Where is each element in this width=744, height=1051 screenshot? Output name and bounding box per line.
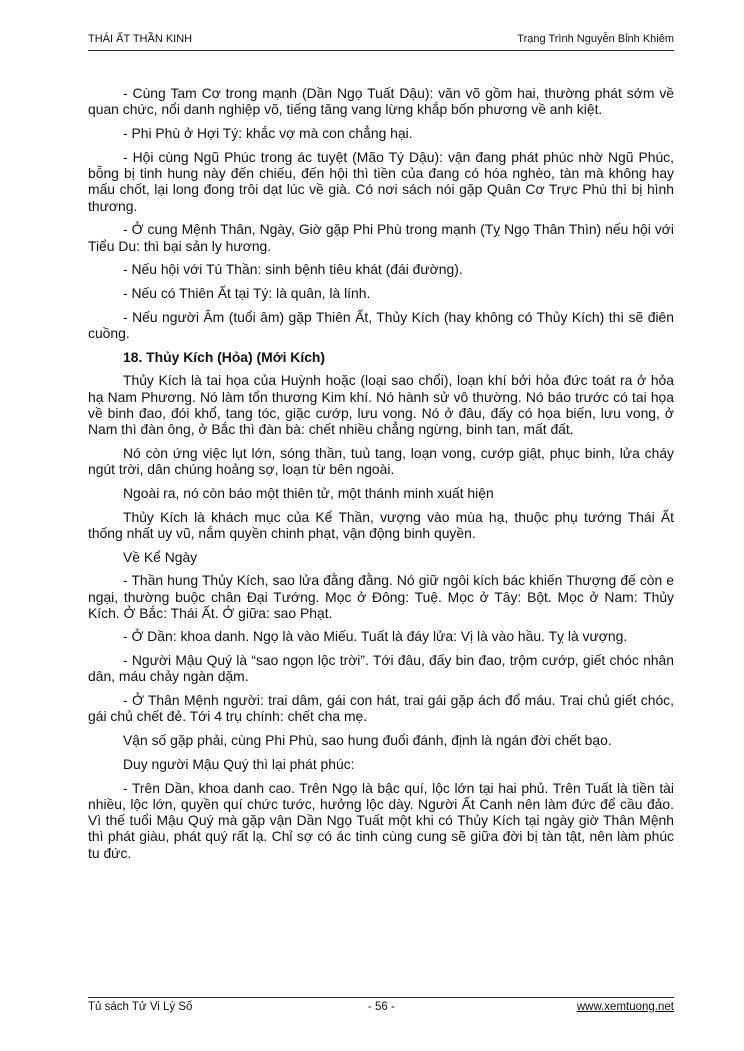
paragraph: - Nếu có Thiên Ất tại Tý: là quân, là lính. xyxy=(123,284,371,301)
paragraph: Duy người Mậu Quý thì lại phát phúc: xyxy=(123,755,355,772)
paragraph: Thủy Kích là khách mục của Kể Thần, vượng vào mùa hạ, thuộc phụ tướng Thái Ất thống nhất uy vũ, nắm quyền chinh phạt, vận động binh quyền. xyxy=(88,508,674,541)
footer-website-link[interactable]: www.xemtuong.net xyxy=(576,1001,674,1013)
page-footer xyxy=(88,1001,674,1017)
paragraph: - Người Mậu Quý là “sao ngọn lộc trời”. Tới đâu, đấy bin đao, trộm cướp, giết chóc nhân dân, máu chảy ngàn dặm. xyxy=(88,652,674,685)
paragraph: - Nếu người Âm (tuổi âm) gặp Thiên Ất, Thủy Kích (hay không có Thủy Kích) thì sẽ điên cuồng. xyxy=(88,308,674,341)
footer-series: Tủ sách Tử Vi Lý Số xyxy=(88,1001,193,1013)
footer-divider xyxy=(88,997,674,998)
header-book-title: THÁI ẤT THẦN KINH xyxy=(88,33,193,45)
paragraph: - Phi Phù ở Hợi Tý: khắc vợ mà con chẳng hại. xyxy=(123,124,413,141)
paragraph: - Trên Dần, khoa danh cao. Trên Ngọ là bậc quí, lộc lớn tại hai phủ. Trên Tuất là tiền tài nhiều, lộc lớn, quyền quí chức tước, hưởng lộc dày. Người Ất Canh nên làm đức để cầu đảo. Vì thế tuổi Mậu Quý mà gặp vận Dần Ngọ Tuất một khi có Thủy Kích tại ngày giờ Thân Mệnh thì phát giàu, phát quý rất lạ. Chỉ sợ có ác tinh cùng cung sẽ giữa đời bị tàn tật, nên làm phúc tu đức. xyxy=(88,779,674,861)
paragraph: - Ở Thân Mệnh người: trai dâm, gái con hát, trai gái gặp ách đổ máu. Trai chủ giết chóc, gái chủ chết đẻ. Tới 4 trụ chính: chết cha mẹ. xyxy=(88,692,674,725)
paragraph: Vận số gặp phải, cùng Phi Phù, sao hung đuổi đánh, định là ngán đời chết bạo. xyxy=(123,732,612,749)
page-body xyxy=(88,85,674,868)
paragraph: Nó còn ứng việc lụt lớn, sóng thần, tuủ tang, loạn vong, cướp giật, phục binh, lửa cháy ngút trời, dân chúng hoảng sợ, loạn từ bên ngoài. xyxy=(88,444,674,478)
paragraph: Về Kể Ngày xyxy=(123,548,198,565)
paragraph: - Nếu hội với Tú Thần: sinh bệnh tiêu khát (đái đường). xyxy=(123,261,463,278)
paragraph: Ngoài ra, nó còn báo một thiên tử, một thánh minh xuất hiện xyxy=(123,484,494,501)
header-author: Trạng Trình Nguyễn Bỉnh Khiêm xyxy=(517,33,674,45)
section-heading: 18. Thủy Kích (Hỏa) (Mới Kích) xyxy=(123,348,326,365)
paragraph: - Cùng Tam Cơ trong mạnh (Dần Ngọ Tuất Dậu): văn võ gồm hai, thường phát sớm về quan chức, nổi danh nghiệp võ, tiếng tăng vang lừng khắp bốn phương về anh kiệt. xyxy=(88,85,674,118)
header-divider xyxy=(88,50,674,51)
page-header xyxy=(88,33,674,49)
paragraph: - Hội cùng Ngũ Phúc trong ác tuyệt (Mão Tý Dậu): vận đang phát phúc nhờ Ngũ Phúc, bỗng bị tinh hung này đến chiếu, đến hội thì tiền của đang có hóa nghèo, tàn mà không hay mấu chốt, lại long đong trôi dạt lúc về già. Có nơi sách nói gặp Quân Cơ Trực Phù thì bị hình thương. xyxy=(88,148,674,214)
paragraph: Thủy Kích là tai họa của Huỳnh hoặc (loại sao chổi), loạn khí bởi hỏa đức toát ra ở hỏa hạ Nam Phương. Nó làm tổn thương Kim khí. Nó hành sử vô thường. Nó báo trước có tai họa về binh đao, đói khổ, tang tóc, giặc cướp, lưu vong. Nó ở đâu, đấy có họa biến, lưu vong, ở Nam thì đàn ông, ở Bắc thì đàn bà: chết nhiều chẳng ngừng, binh tan, mất đất. xyxy=(88,372,674,438)
paragraph: - Ở Dần: khoa danh. Ngọ là vào Miếu. Tuất là đáy lửa: Vị là vào hầu. Tỵ là vượng. xyxy=(123,628,628,645)
paragraph: - Thần hung Thủy Kích, sao lửa đằng đằng. Nó giữ ngôi kích bác khiến Thượng đế còn e ngại, thường buộc chân Đại Tướng. Mọc ở Đông: Tuệ. Mọc ở Tây: Bột. Mọc ở Nam: Thủy Kích. Ở Bắc: Thái Ất. Ở giữa: sao Phạt. xyxy=(88,572,674,621)
paragraph: - Ở cung Mệnh Thân, Ngày, Giờ gặp Phi Phù trong mạnh (Tỵ Ngọ Thân Thìn) nếu hội với Tiểu Du: thì bại sản ly hương. xyxy=(88,221,674,254)
page-number: - 56 - xyxy=(368,1001,395,1013)
